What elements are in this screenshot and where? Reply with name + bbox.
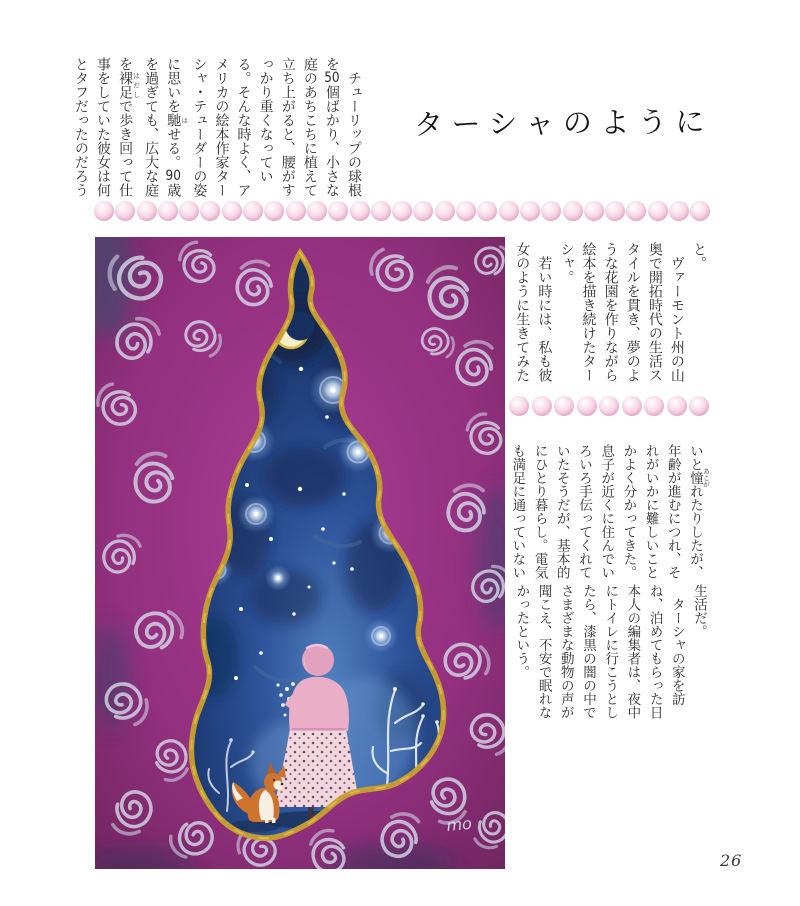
text-line: 聞こえ、不安で眠れな (535, 584, 552, 719)
text-line: 奥で開拓時代の生活ス (646, 242, 663, 382)
text-line: ろいろ手伝ってくれて (575, 444, 592, 579)
pearl-bead (158, 201, 178, 221)
pearl-bead (669, 201, 689, 221)
night-tree-illustration (95, 237, 505, 869)
pearl-bead (605, 201, 625, 221)
text-line: ヴァーモント州の山 (668, 242, 685, 382)
text-line: にひとり暮らし。電気 (531, 444, 548, 579)
text-line: たら、漆黒の闇の中で (579, 584, 596, 719)
pearl-bead (328, 201, 348, 221)
pearl-bead (667, 396, 687, 416)
body-text-lower (510, 584, 710, 724)
pearl-bead (520, 201, 540, 221)
pearl-bead (644, 396, 664, 416)
pearl-bead (179, 201, 199, 221)
text-line: かよく分かってきた。 (620, 444, 637, 579)
text-line: 立ち上がると、腰がす (279, 57, 296, 197)
pearl-bead (477, 201, 497, 221)
pearl-bead (200, 201, 220, 221)
text-line: シャ。 (558, 242, 575, 284)
pearl-bead (599, 396, 619, 416)
pearl-bead (94, 201, 114, 221)
pearl-bead (456, 201, 476, 221)
pearl-bead (584, 201, 604, 221)
text-line: と。 (691, 242, 707, 270)
text-line: る。そんな時よく、ア (235, 57, 252, 197)
pearl-bead (563, 201, 583, 221)
text-line: 絵本を描き続けたター (580, 242, 597, 382)
artist-signature: mo (445, 813, 473, 835)
pearl-bead (137, 201, 157, 221)
pearl-bead (509, 396, 529, 416)
text-line: いたそうだが、基本的 (553, 444, 570, 579)
text-line: 庭のあちこちに植えて (301, 57, 318, 197)
text-line: を50個ばかり、小さな (323, 57, 340, 197)
text-line: 息子が近くに住んでい (598, 444, 615, 579)
text-line: うな花園を作りながら (602, 242, 619, 382)
text-line: シャ・テューダーの姿 (191, 57, 208, 197)
pearl-divider-right (509, 396, 710, 416)
text-line: 本人の編集者は、夜中 (624, 584, 641, 719)
text-line: とタフだったのだろう (72, 57, 89, 197)
intro-text-block (72, 57, 365, 205)
text-line: にトイレに行こうとし (602, 584, 619, 719)
text-line: かったという。 (513, 584, 530, 679)
pearl-bead (648, 201, 668, 221)
pearl-bead (243, 201, 263, 221)
text-line: タイルを貫き、夢のよ (624, 242, 641, 382)
pearl-bead (392, 201, 412, 221)
pearl-bead (622, 396, 642, 416)
pearl-bead (499, 201, 519, 221)
text-line: メリカの絵本作家ター (213, 57, 230, 197)
text-line: を過ぎても、広大な庭 (143, 57, 160, 197)
text-line: 事をしていた彼女は何 (94, 57, 111, 197)
pearl-bead (435, 201, 455, 221)
pearl-bead (413, 201, 433, 221)
pearl-bead (222, 201, 242, 221)
text-line: さまざまな動物の声が (557, 584, 574, 719)
text-line: を裸足 はだしで歩き回って仕 (117, 57, 141, 197)
article-title: ターシャのように (413, 104, 714, 142)
text-line: ね、泊めてもらった日 (646, 584, 663, 719)
text-line: も満足に通っていない (509, 444, 526, 579)
pearl-bead (626, 201, 646, 221)
text-line: いと憧 あこがれたりしたが、 (687, 444, 710, 579)
pearl-bead (532, 396, 552, 416)
pearl-bead (264, 201, 284, 221)
pearl-bead (554, 396, 574, 416)
text-line: 生活だ。 (691, 584, 707, 638)
pearl-bead (350, 201, 370, 221)
pearl-bead (371, 201, 391, 221)
pearl-bead (307, 201, 327, 221)
lead-text-block (510, 242, 710, 388)
pearl-divider-top (94, 201, 712, 221)
body-text-upper (510, 444, 710, 584)
text-line: 年齢が進むにつれ、そ (664, 444, 681, 579)
text-line: っかり重くなってい (257, 57, 274, 183)
text-line: 若い時には、私も彼 (536, 242, 553, 382)
pearl-bead (286, 201, 306, 221)
text-line: れがいかに難しいこと (642, 444, 659, 579)
text-line: に思いを馳 はせる。90歳 (165, 57, 189, 197)
pearl-bead (541, 201, 561, 221)
text-line: チューリップの球根 (346, 57, 362, 197)
pearl-bead (115, 201, 135, 221)
pearl-bead (690, 201, 710, 221)
pearl-bead (689, 396, 709, 416)
pearl-bead (577, 396, 597, 416)
text-line: 女のように生きてみた (514, 242, 531, 382)
text-line: ターシャの家を訪 (668, 584, 685, 706)
page-number: 26 (720, 851, 743, 870)
